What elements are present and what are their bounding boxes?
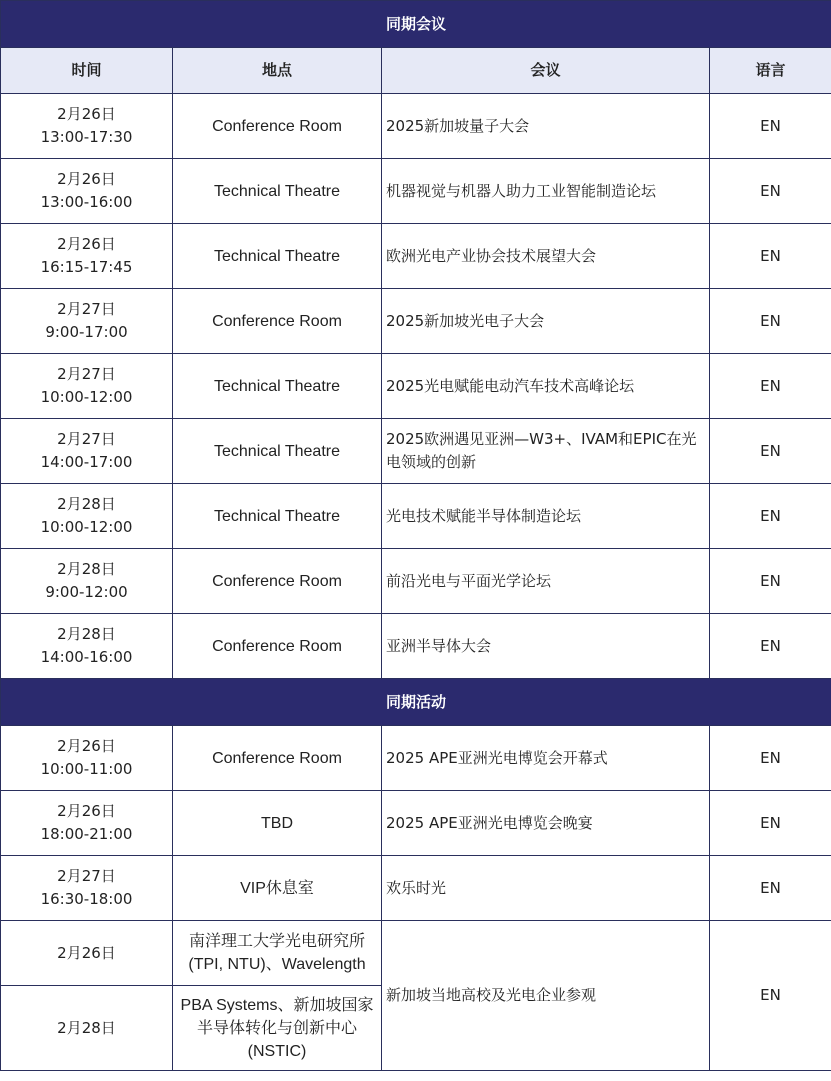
conference-cell: 亚洲半导体大会 (382, 614, 710, 679)
section-title: 同期会议 (1, 1, 831, 48)
language-cell: EN (710, 726, 831, 791)
date-text: 2月26日 (57, 737, 116, 755)
table-row (1, 224, 831, 289)
language-cell: EN (710, 159, 831, 224)
time-text: 18:00-21:00 (40, 825, 133, 843)
place-cell: Technical Theatre (173, 354, 382, 419)
date-text: 2月28日 (57, 495, 116, 513)
table-row (1, 159, 831, 224)
time-cell (1, 986, 173, 1071)
time-cell (1, 289, 173, 354)
place-line: PBA Systems、新加坡国家 (180, 996, 374, 1014)
place-cell (173, 986, 382, 1071)
time-cell (1, 726, 173, 791)
place-line: (NSTIC) (247, 1042, 307, 1060)
time-cell (1, 484, 173, 549)
table-row (1, 94, 831, 159)
time-text: 9:00-17:00 (45, 323, 128, 341)
time-text: 13:00-16:00 (40, 193, 133, 211)
time-cell (1, 354, 173, 419)
time-text: 10:00-11:00 (40, 760, 133, 778)
conference-cell: 2025新加坡量子大会 (382, 94, 710, 159)
place-cell: Conference Room (173, 549, 382, 614)
place-cell: Technical Theatre (173, 419, 382, 484)
date-text: 2月28日 (57, 560, 116, 578)
time-cell (1, 614, 173, 679)
time-cell (1, 224, 173, 289)
time-text: 13:00-17:30 (40, 128, 133, 146)
table-row (1, 354, 831, 419)
date-text: 2月26日 (57, 943, 116, 962)
language-cell: EN (710, 354, 831, 419)
date-text: 2月27日 (57, 365, 116, 383)
date-text: 2月27日 (57, 430, 116, 448)
conference-cell: 机器视觉与机器人助力工业智能制造论坛 (382, 159, 710, 224)
activity-cell: 欢乐时光 (382, 856, 710, 921)
date-text: 2月26日 (57, 235, 116, 253)
place-cell: TBD (173, 791, 382, 856)
table-row (1, 484, 831, 549)
place-line: 半导体转化与创新中心 (196, 1019, 357, 1037)
date-text: 2月26日 (57, 105, 116, 123)
date-text: 2月27日 (57, 300, 116, 318)
place-cell: VIP休息室 (173, 856, 382, 921)
date-text: 2月28日 (57, 625, 116, 643)
table-row (1, 289, 831, 354)
place-cell: Technical Theatre (173, 159, 382, 224)
time-cell (1, 921, 173, 986)
language-cell: EN (710, 791, 831, 856)
time-text: 16:30-18:00 (40, 890, 133, 908)
table-row (1, 726, 831, 791)
language-cell: EN (710, 289, 831, 354)
place-cell: Conference Room (173, 289, 382, 354)
language-cell: EN (710, 484, 831, 549)
place-cell: Technical Theatre (173, 224, 382, 289)
place-line: 南洋理工大学光电研究所 (188, 933, 365, 950)
date-text: 2月26日 (57, 802, 116, 820)
time-text: 14:00-17:00 (40, 453, 133, 471)
language-cell: EN (710, 94, 831, 159)
time-text: 9:00-12:00 (45, 583, 128, 601)
language-cell: EN (710, 419, 831, 484)
conference-cell: 2025新加坡光电子大会 (382, 289, 710, 354)
language-cell: EN (710, 614, 831, 679)
time-cell (1, 791, 173, 856)
place-cell: Conference Room (173, 94, 382, 159)
column-header-time: 时间 (1, 48, 173, 94)
time-cell (1, 856, 173, 921)
table-row (1, 921, 831, 986)
section-header-conferences (1, 1, 831, 48)
time-text: 14:00-16:00 (40, 648, 133, 666)
conference-cell: 2025光电赋能电动汽车技术高峰论坛 (382, 354, 710, 419)
table-row (1, 856, 831, 921)
conference-cell: 前沿光电与平面光学论坛 (382, 549, 710, 614)
place-cell: Technical Theatre (173, 484, 382, 549)
column-header-language: 语言 (710, 48, 831, 94)
table-row (1, 614, 831, 679)
time-cell (1, 549, 173, 614)
activity-cell: 新加坡当地高校及光电企业参观 (382, 921, 710, 1071)
conference-cell: 光电技术赋能半导体制造论坛 (382, 484, 710, 549)
date-text: 2月26日 (57, 170, 116, 188)
table-row (1, 791, 831, 856)
activity-cell: 2025 APE亚洲光电博览会晚宴 (382, 791, 710, 856)
time-text: 10:00-12:00 (40, 388, 133, 406)
place-cell: Conference Room (173, 726, 382, 791)
date-text: 2月28日 (57, 1018, 116, 1037)
language-cell: EN (710, 921, 831, 1071)
place-line: (TPI, NTU)、Wavelength (188, 956, 366, 973)
section-title: 同期活动 (1, 679, 831, 726)
conference-cell: 欧洲光电产业协会技术展望大会 (382, 224, 710, 289)
language-cell: EN (710, 549, 831, 614)
time-cell (1, 159, 173, 224)
place-cell: Conference Room (173, 614, 382, 679)
conference-cell: 2025欧洲遇见亚洲—W3+、IVAM和EPIC在光电领域的创新 (382, 419, 710, 484)
column-header-place: 地点 (173, 48, 382, 94)
column-header-row (1, 48, 831, 94)
date-text: 2月27日 (57, 867, 116, 885)
table-row (1, 549, 831, 614)
time-text: 16:15-17:45 (40, 258, 133, 276)
language-cell: EN (710, 856, 831, 921)
table-row (1, 419, 831, 484)
language-cell: EN (710, 224, 831, 289)
place-cell (173, 921, 382, 986)
activity-cell: 2025 APE亚洲光电博览会开幕式 (382, 726, 710, 791)
time-cell (1, 419, 173, 484)
column-header-conference: 会议 (382, 48, 710, 94)
time-cell (1, 94, 173, 159)
time-text: 10:00-12:00 (40, 518, 133, 536)
section-header-activities (1, 679, 831, 726)
